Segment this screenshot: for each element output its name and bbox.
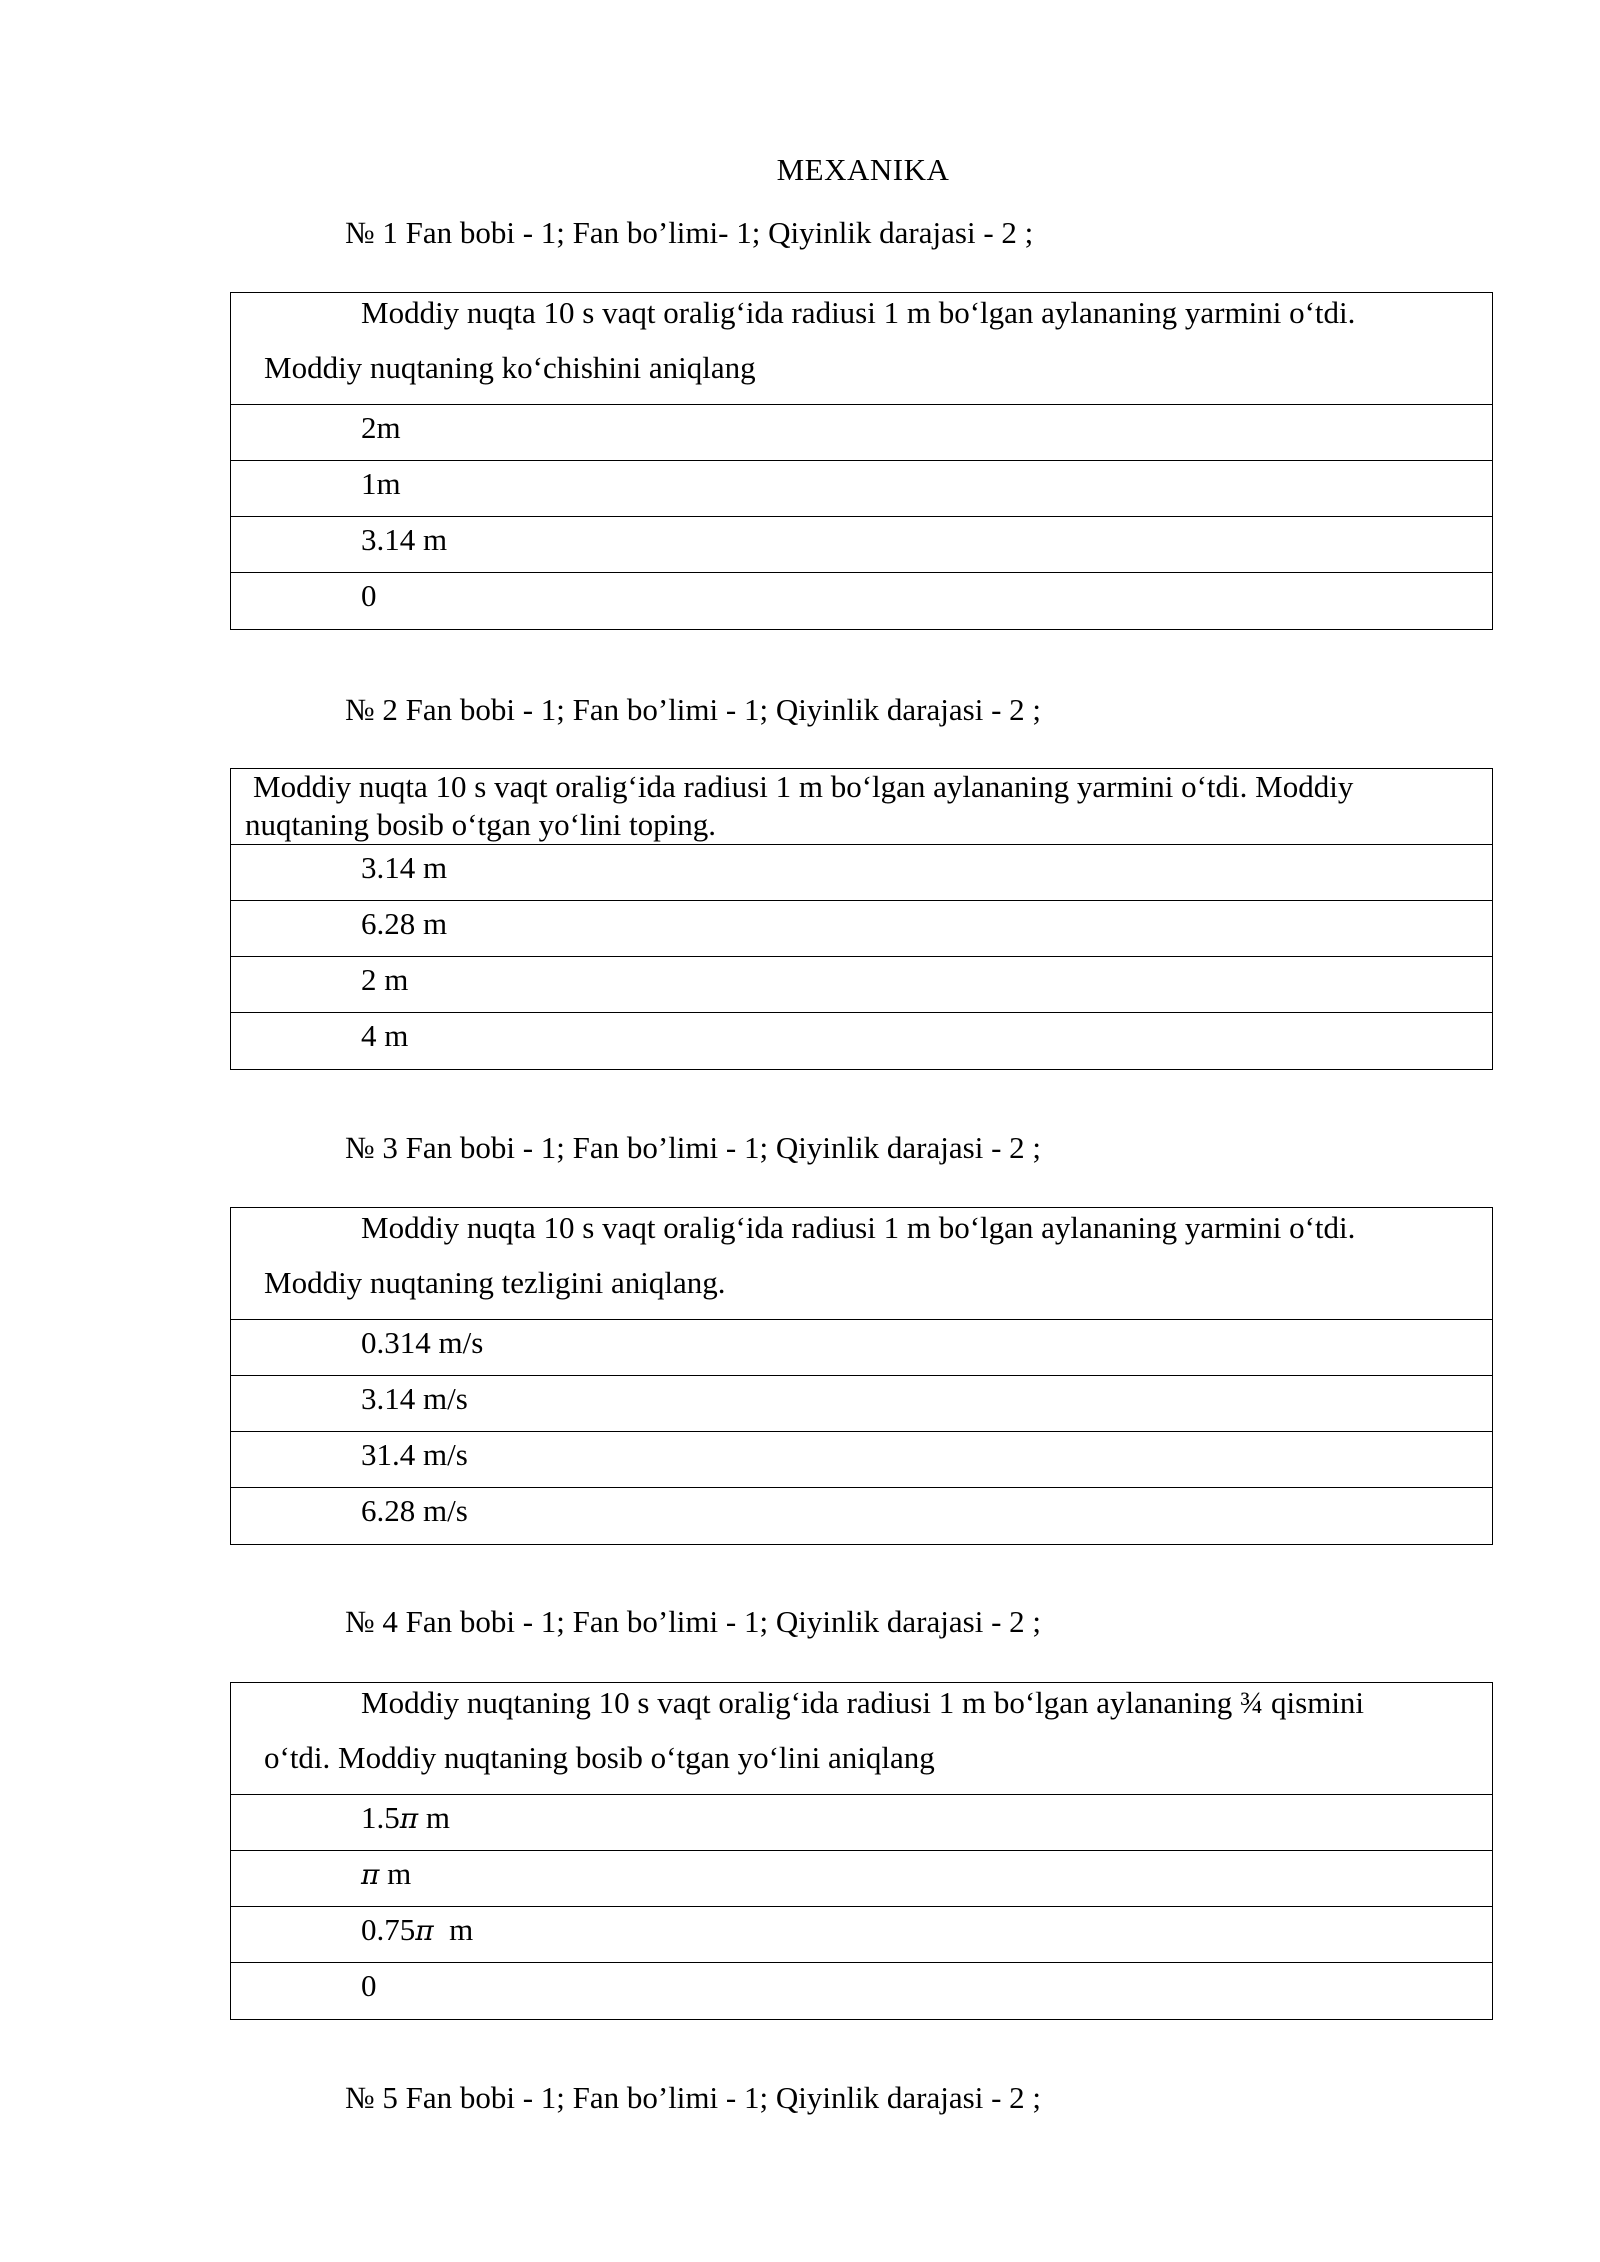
question-4-text <box>231 1683 1492 1795</box>
question-4-table <box>230 1682 1493 2020</box>
question-text-line: Moddiy nuqta 10 s vaqt oralig‘ida radiusi 1 m bo‘lgan aylananing yarmini o‘tdi. <box>361 1210 1356 1245</box>
option-coefficient: 1.5 <box>361 1800 400 1835</box>
question-2-header: № 2 Fan bobi - 1; Fan bo’limi - 1; Qiyinlik darajasi - 2 ; <box>345 692 1042 727</box>
answer-option[interactable] <box>231 1013 1492 1069</box>
answer-option[interactable] <box>231 1851 1492 1907</box>
option-label: 3.14 m <box>361 850 448 885</box>
option-label: 0 <box>361 578 377 613</box>
option-label: 2 m <box>361 962 409 997</box>
pi-symbol: π <box>399 1802 419 1835</box>
question-5-header: № 5 Fan bobi - 1; Fan bo’limi - 1; Qiyinlik darajasi - 2 ; <box>345 2080 1042 2115</box>
answer-option[interactable] <box>231 1795 1492 1851</box>
answer-option[interactable] <box>231 1320 1492 1376</box>
answer-option[interactable] <box>231 1488 1492 1544</box>
answer-option[interactable] <box>231 957 1492 1013</box>
option-label: 6.28 m/s <box>361 1493 468 1528</box>
option-label <box>361 1856 411 1892</box>
question-2-text <box>231 769 1492 845</box>
answer-option[interactable] <box>231 845 1492 901</box>
option-label: 0.314 m/s <box>361 1325 484 1360</box>
question-text-line: Moddiy nuqtaning ko‘chishini aniqlang <box>264 350 756 385</box>
answer-option[interactable] <box>231 1907 1492 1963</box>
question-text-line: nuqtaning bosib o‘tgan yo‘lini toping. <box>245 807 716 842</box>
pi-symbol: π <box>361 1858 380 1891</box>
question-3-table <box>230 1207 1493 1545</box>
question-text-line: Moddiy nuqtaning tezligini aniqlang. <box>264 1265 726 1300</box>
option-label: 31.4 m/s <box>361 1437 468 1472</box>
answer-option[interactable] <box>231 573 1492 629</box>
answer-option[interactable] <box>231 901 1492 957</box>
question-4-header: № 4 Fan bobi - 1; Fan bo’limi - 1; Qiyinlik darajasi - 2 ; <box>345 1604 1042 1639</box>
answer-option[interactable] <box>231 461 1492 517</box>
option-coefficient: 0.75 <box>361 1912 416 1947</box>
question-2-table <box>230 768 1493 1070</box>
answer-option[interactable] <box>231 1963 1492 2019</box>
option-unit: m <box>418 1800 451 1835</box>
option-unit: m <box>433 1912 474 1947</box>
question-3-text <box>231 1208 1492 1320</box>
question-text-line: o‘tdi. Moddiy nuqtaning bosib o‘tgan yo‘lini aniqlang <box>264 1740 935 1775</box>
question-1-header: № 1 Fan bobi - 1; Fan bo’limi- 1; Qiyinlik darajasi - 2 ; <box>345 215 1034 250</box>
option-label: 1m <box>361 466 401 501</box>
answer-option[interactable] <box>231 517 1492 573</box>
question-text-line: Moddiy nuqta 10 s vaqt oralig‘ida radiusi 1 m bo‘lgan aylananing yarmini o‘tdi. Moddiy <box>253 769 1354 804</box>
question-1-text <box>231 293 1492 405</box>
option-label: 6.28 m <box>361 906 448 941</box>
answer-option[interactable] <box>231 1376 1492 1432</box>
option-label <box>361 1800 450 1836</box>
option-label <box>361 1968 377 2004</box>
page-title: MEXANIKA <box>776 152 950 187</box>
pi-symbol: π <box>415 1914 434 1947</box>
question-text-line: Moddiy nuqtaning 10 s vaqt oralig‘ida radiusi 1 m bo‘lgan aylananing ¾ qismini <box>361 1685 1365 1720</box>
question-text-line: Moddiy nuqta 10 s vaqt oralig‘ida radiusi 1 m bo‘lgan aylananing yarmini o‘tdi. <box>361 295 1356 330</box>
option-label: 2m <box>361 410 401 445</box>
question-1-table <box>230 292 1493 630</box>
option-label: 3.14 m <box>361 522 448 557</box>
option-label <box>361 1912 473 1948</box>
option-coefficient: 0 <box>361 1968 377 2003</box>
answer-option[interactable] <box>231 405 1492 461</box>
option-label: 3.14 m/s <box>361 1381 468 1416</box>
option-unit: m <box>379 1856 412 1891</box>
answer-option[interactable] <box>231 1432 1492 1488</box>
question-3-header: № 3 Fan bobi - 1; Fan bo’limi - 1; Qiyinlik darajasi - 2 ; <box>345 1130 1042 1165</box>
option-label: 4 m <box>361 1018 409 1053</box>
